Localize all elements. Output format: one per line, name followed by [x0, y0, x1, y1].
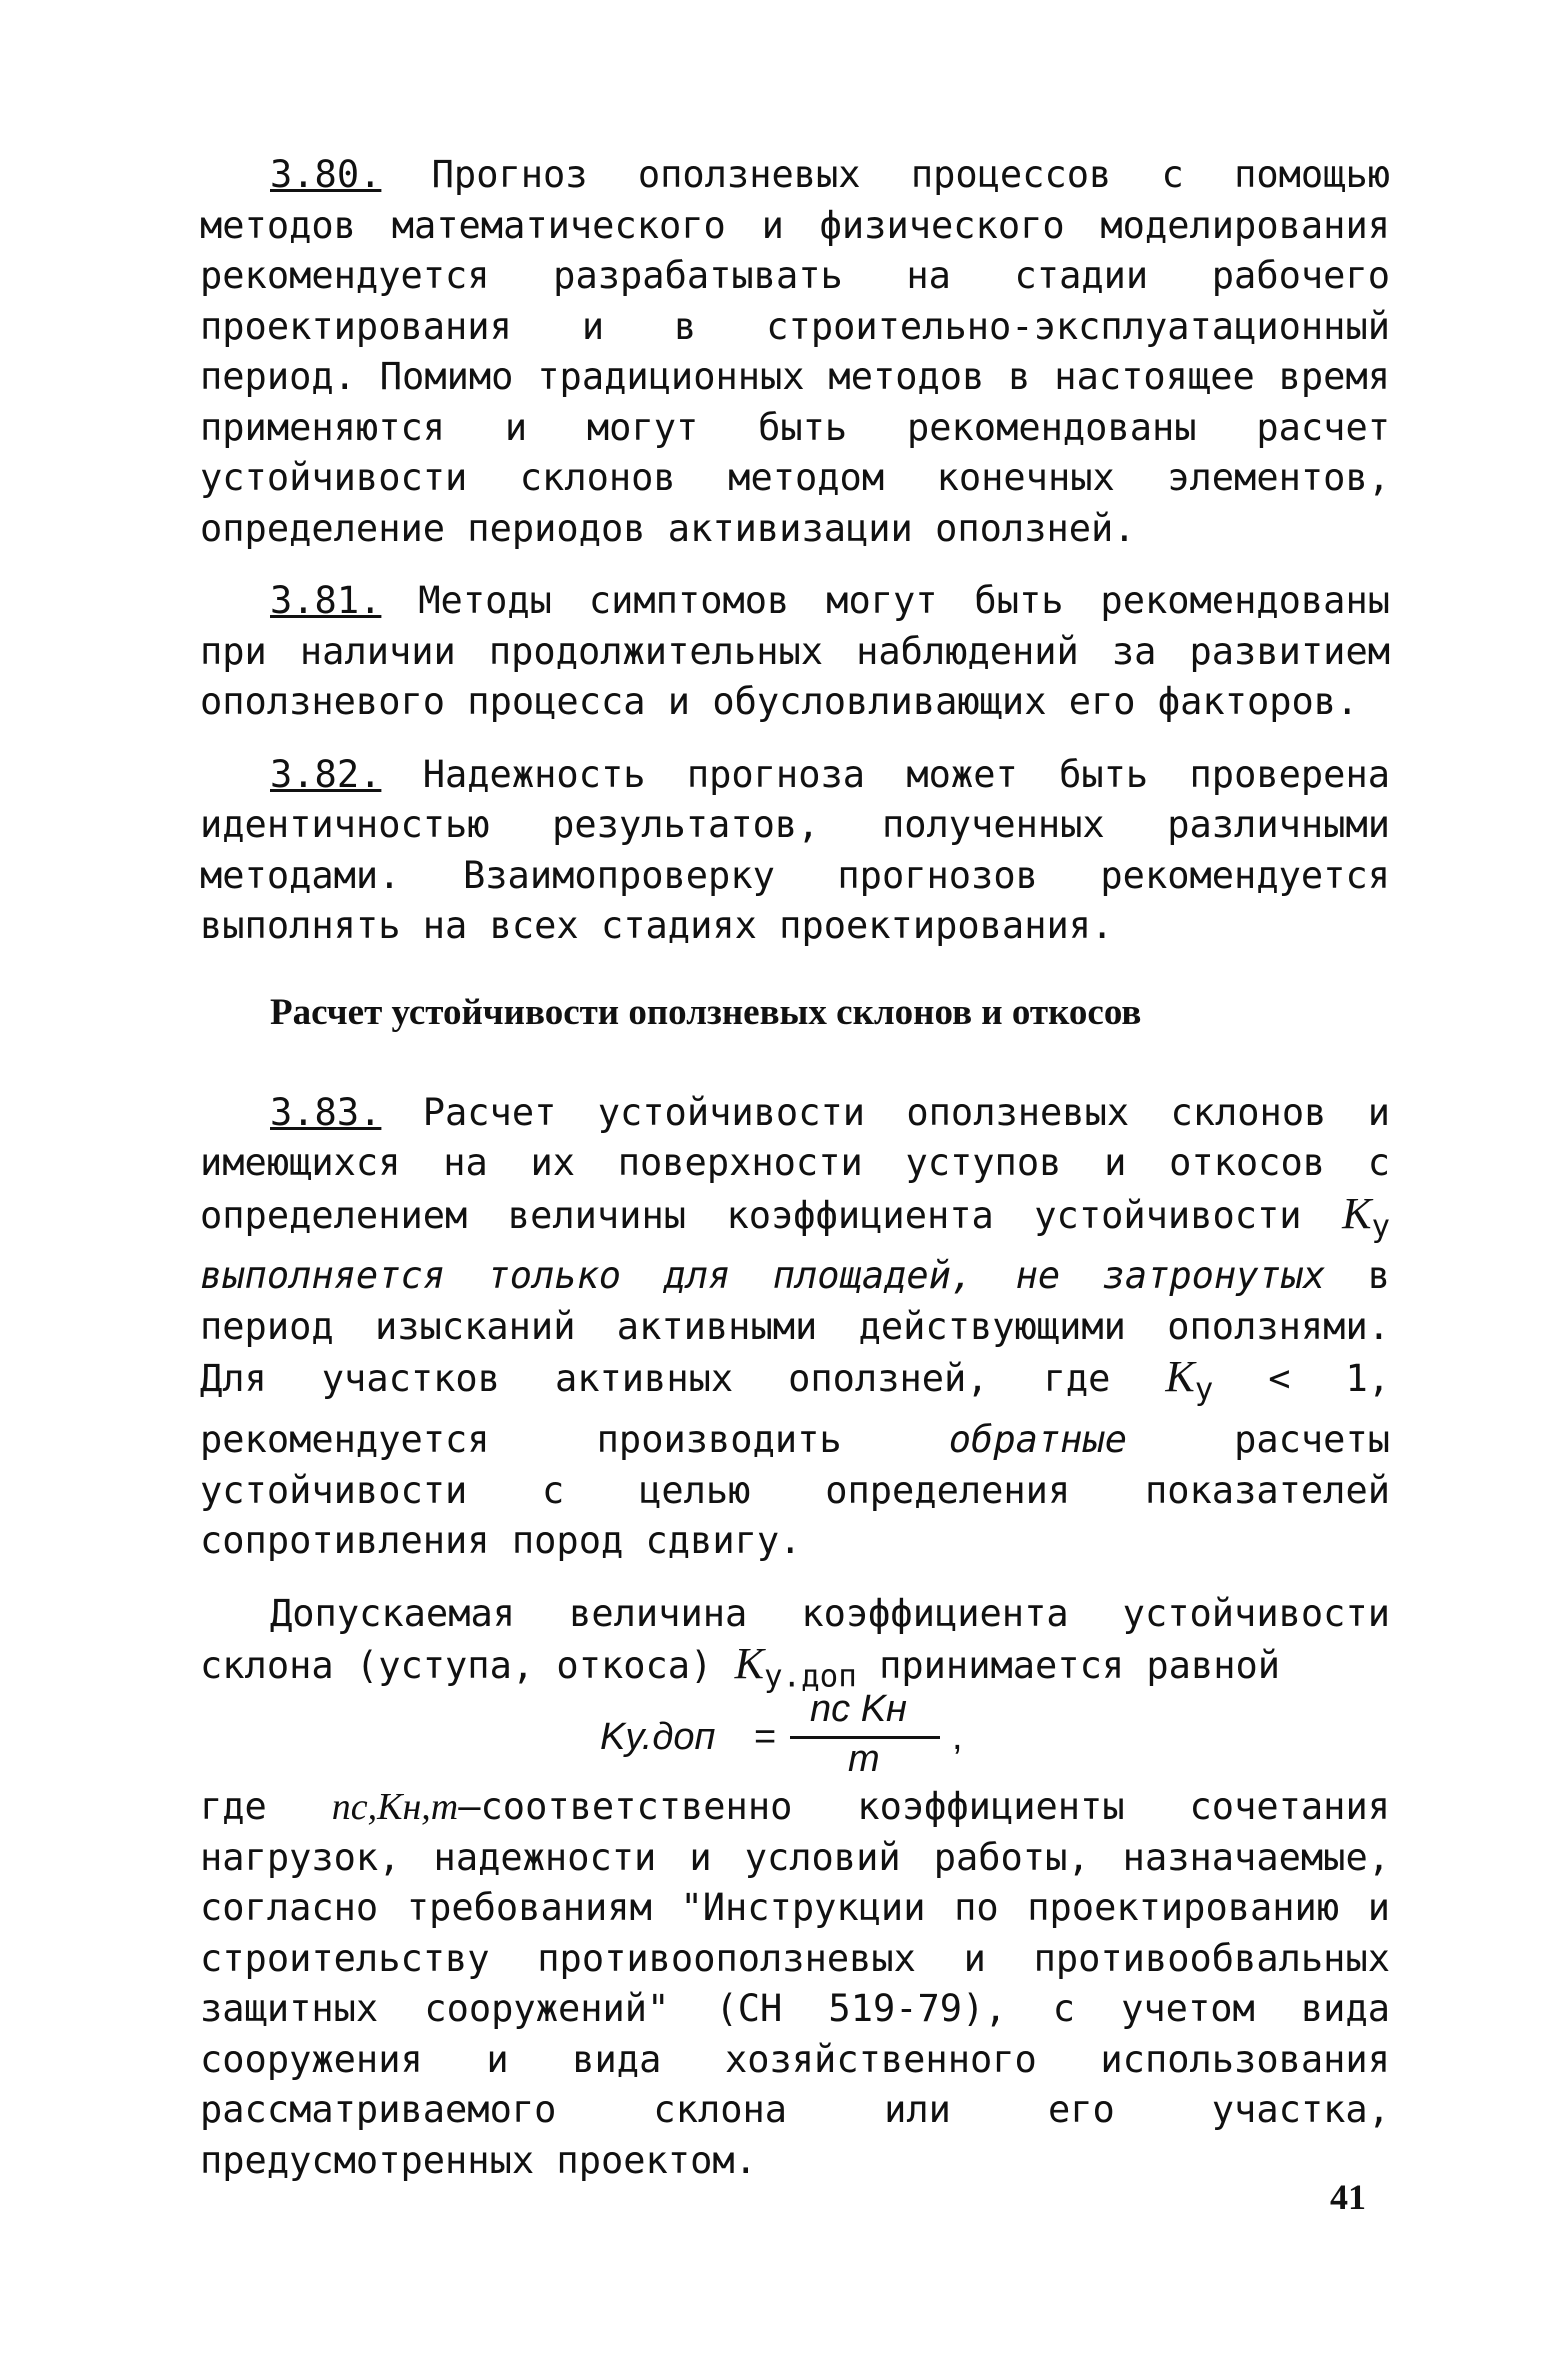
section-number: 3.80. [270, 153, 382, 196]
paragraph-text: Надежность прогноза может быть проверена идентичностью результатов, полученных различными методами. Взаимопроверку прогнозов рекомендуется выполнять на всех стадиях проектирования. [200, 752, 1390, 947]
italic-text: обратные [948, 1418, 1127, 1462]
paragraph-text: Допускаемая величина коэффициента устойчивости склона (уступа, откоса) [200, 1591, 1390, 1688]
paragraph-text: Методы симптомов могут быть рекомендованы при наличии продолжительных наблюдений за развитием оползневого процесса и обусловливающих его факторов. [200, 579, 1391, 723]
paragraph-where [200, 1782, 1390, 2186]
symbol-k: K [734, 1639, 764, 1689]
paragraph-text: Расчет устойчивости оползневых склонов и имеющихся на их поверхности уступов и откосов с определением величины коэффициента устойчивости [200, 1090, 1390, 1237]
subscript-y: у [1194, 1371, 1214, 1408]
section-number: 3.82. [270, 752, 382, 796]
formula-denominator: m [848, 1738, 880, 1781]
italic-text: выполняется только для площадей, не затронутых [200, 1254, 1326, 1298]
page-body [200, 150, 1390, 2208]
subscript-ydop: у.доп [764, 1658, 857, 1695]
paragraph-text: Прогноз оползневых процессов с помощью методов математического и физического моделирования рекомендуется разрабатывать на стадии рабочего проектирования и в строительно-эксплуатационный период. Помимо традиционных методов в настоящее время применяются и могут быть рекомендованы расчет устойчивости склонов методом конечных элементов, определение периодов активизации оползней. [200, 153, 1390, 550]
paragraph-text: рекомендуется производить [200, 1418, 842, 1462]
formula-comma: , [952, 1716, 963, 1759]
subscript-y: у [1371, 1207, 1390, 1244]
page-number: 41 [1330, 2177, 1366, 2217]
paragraph-3-82 [200, 750, 1390, 952]
paragraph-3-80 [200, 150, 1390, 554]
section-heading: Расчет устойчивости оползневых склонов и откосов [270, 991, 1142, 1033]
paragraph-text: расчеты устойчивости с целью определения показателей сопротивления пород сдвигу. [200, 1418, 1391, 1563]
formula-numerator: nс Kн [810, 1688, 907, 1731]
paragraph-text: —соответственно коэффициенты сочетания нагрузок, надежности и условий работы, назначаемые, согласно требованиям "Инструкции по проектированию и строительству противооползневых и противообвальных защитных сооружений" (СН 519-79), с учетом вида сооружения и вида хозяйственного использования рассматриваемого склона или его участка, предусмотренных проектом. [200, 1785, 1390, 2182]
paragraph-3-81 [200, 576, 1390, 728]
paragraph-3-83 [200, 1088, 1390, 1567]
symbol-k: K [1342, 1188, 1372, 1238]
paragraph-allowed-value [200, 1589, 1390, 1702]
formula-equals: = [754, 1716, 777, 1759]
paragraph-text: в период изысканий активными действующими оползнями. Для участков активных оползней, где [200, 1254, 1390, 1401]
section-number: 3.83. [270, 1090, 382, 1134]
where-lead: где [200, 1785, 267, 1829]
formula-k-allowed [200, 1688, 1390, 1781]
formula-lhs: Kу.доп [600, 1716, 716, 1759]
where-symbols: nс,Kн,m [331, 1786, 459, 1829]
condition-text: < 1, [1268, 1357, 1391, 1401]
symbol-k: K [1165, 1352, 1195, 1402]
section-number: 3.81. [270, 579, 382, 622]
paragraph-text: принимается равной [879, 1644, 1281, 1688]
